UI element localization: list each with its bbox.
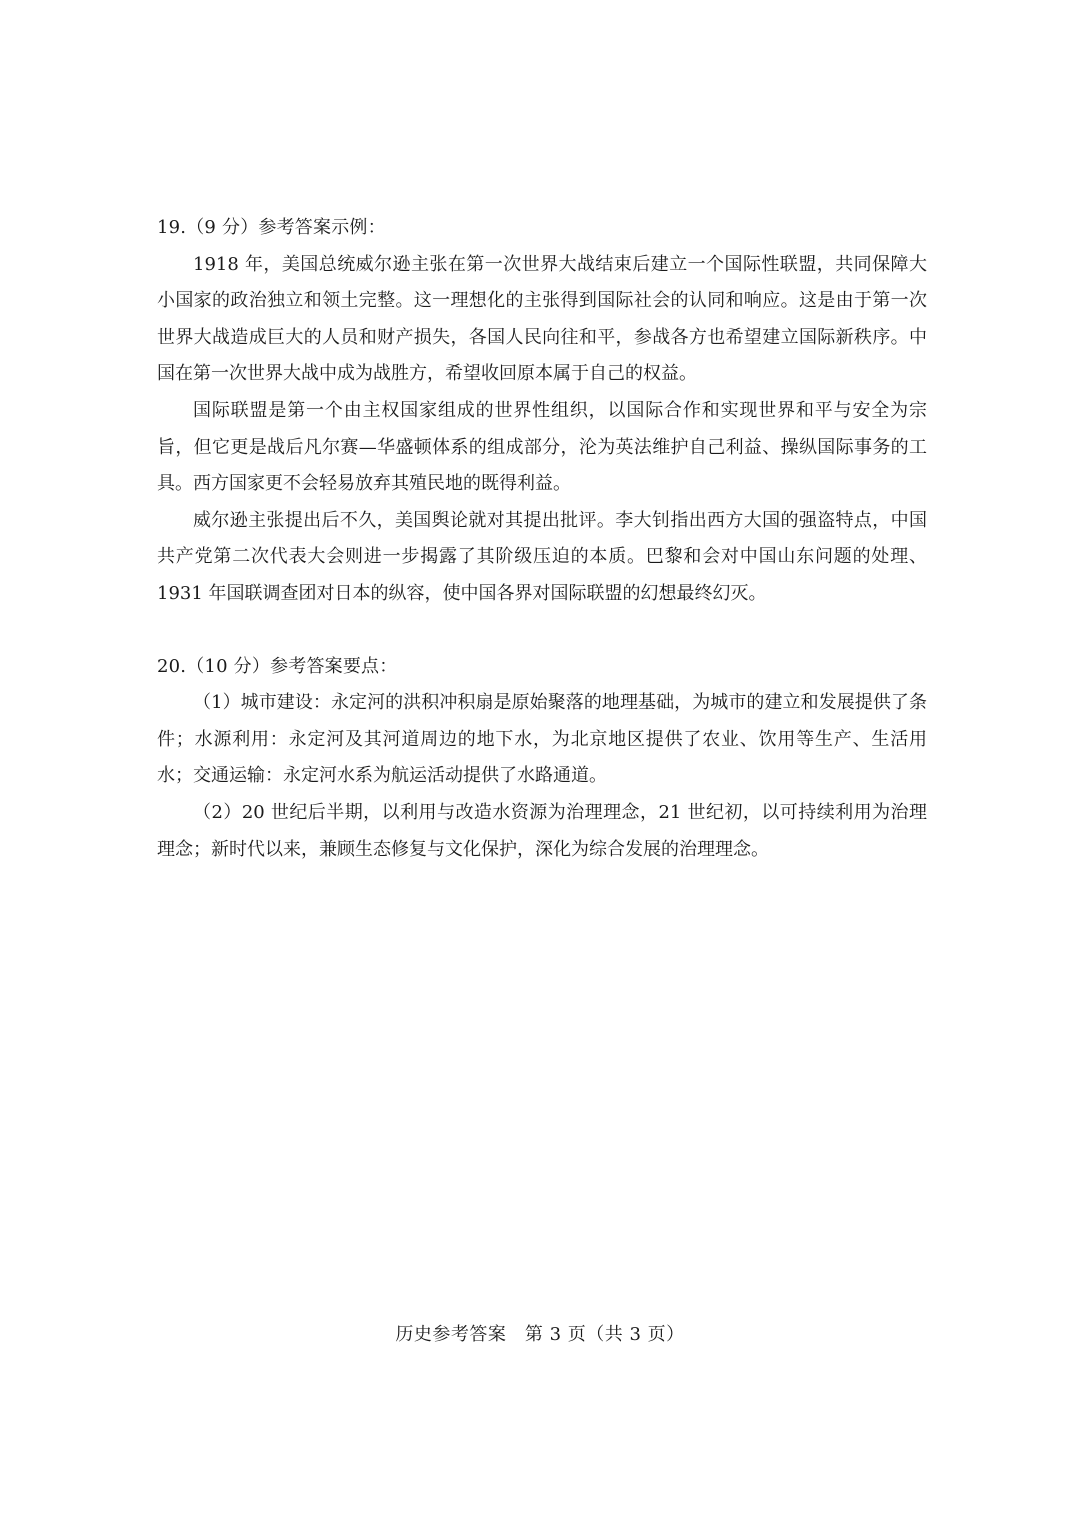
question-19-title: 19.（9 分）参考答案示例： [157, 217, 386, 238]
question-19-section [157, 210, 927, 613]
question-20-title: 20.（10 分）参考答案要点： [157, 655, 398, 677]
answer-content [157, 210, 927, 868]
question-19-paragraph-1: 1918 年，美国总统威尔逊主张在第一次世界大战结束后建立一个国际性联盟，共同保障大小国家的政治独立和领土完整。这一理想化的主张得到国际社会的认同和响应。这是由于第一次世界大战造成巨大的人员和财产损失，各国人民向往和平，参战各方也希望建立国际新秩序。中国在第一次世界大战中成为战胜方，希望收回原本属于自己的权益。 [157, 253, 927, 385]
question-19-paragraph-3: 威尔逊主张提出后不久，美国舆论就对其提出批评。李大钊指出西方大国的强盗特点，中国共产党第二次代表大会则进一步揭露了其阶级压迫的本质。巴黎和会对中国山东问题的处理、1931 年国联调查团对日本的纵容，使中国各界对国际联盟的幻想最终幻灭。 [157, 509, 927, 604]
page-footer: 历史参考答案 第 3 页（共 3 页） [395, 1324, 685, 1345]
question-20-section [157, 649, 927, 869]
question-20-paragraph-1: （1）城市建设：永定河的洪积冲积扇是原始聚落的地理基础，为城市的建立和发展提供了条件；水源利用：永定河及其河道周边的地下水，为北京地区提供了农业、饮用等生产、生活用水；交通运输：永定河水系为航运活动提供了水路通道。 [157, 692, 927, 787]
question-19-paragraph-2: 国际联盟是第一个由主权国家组成的世界性组织，以国际合作和实现世界和平与安全为宗旨，但它更是战后凡尔赛—华盛顿体系的组成部分，沦为英法维护自己利益、操纵国际事务的工具。西方国家更不会轻易放弃其殖民地的既得利益。 [157, 399, 927, 495]
question-20-paragraph-2: （2）20 世纪后半期，以利用与改造水资源为治理理念，21 世纪初，以可持续利用为治理理念；新时代以来，兼顾生态修复与文化保护，深化为综合发展的治理理念。 [157, 801, 927, 860]
section-spacer [157, 613, 927, 649]
